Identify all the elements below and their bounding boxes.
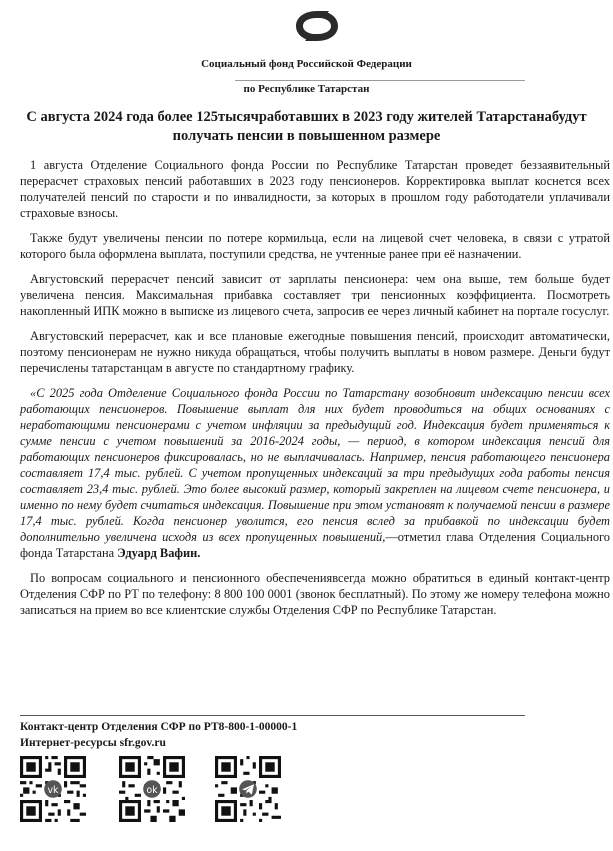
- svg-text:vk: vk: [47, 785, 59, 797]
- paragraph-contact-center: По вопросам социального и пенсионного обеспечениявсегда можно обратиться в единый контакт-центр Отделения СФР по РТ по телефону: 8 800 100 0001 (звонок бесплатный). По этому же номеру телефона можно записаться на прием во все клиентские службы Отделения СФР по Республике Татарстан.: [20, 571, 610, 617]
- header-divider: [235, 80, 525, 81]
- paragraph-ipk: Августовский перерасчет пенсий зависит от зарплаты пенсионера: чем она выше, тем больше будет увеличена пенсия. Максимальная прибавка составляет три пенсионных коэффициента. Посмотреть накопленный ИПК можно в выписке из лицевого счета, запросив ее через личный кабинет на портале госуслуг.: [20, 272, 610, 318]
- title-line-1: С августа 2024 года более 125тысячработавших в 2023 году жителей Татарстанабудут: [26, 109, 587, 125]
- article-body: [20, 157, 610, 627]
- quote-paragraph: [20, 385, 610, 561]
- paragraph-recalculation: 1 августа Отделение Социального фонда России по Республике Татарстан проведет беззаявительный перерасчет страховых пенсий работавших в 2023 году пенсионеров. Корректировка выплат коснется всех получателей пенсий по старости и по инвалидности, за которых в прошлом году работодатели уплачивали страховые взносы.: [20, 158, 610, 220]
- org-region: по Республике Татарстан: [243, 83, 370, 95]
- org-name: Социальный фонд Российской Федерации: [201, 58, 412, 70]
- quote-author: Эдуард Вафин.: [117, 546, 201, 560]
- paragraph-automatic: Августовский перерасчет, как и все плановые ежегодные повышения пенсий, происходит автоматически, поэтому пенсионерам не нужно никуда обращаться, чтобы получить выплаты в новом размере. Деньги будут перечислены татарстанцам в августе по стандартному графику.: [20, 329, 610, 375]
- paragraph-survivor-pension: Также будут увеличены пенсии по потере кормильца, если на лицевой счет человека, в связи с утратой которого была оформлена выплата, поступили средства, не учтенные ранее при её назначении.: [20, 231, 610, 261]
- footer-internet: Интернет-ресурсы sfr.gov.ru: [20, 737, 166, 749]
- sfr-logo-icon: [291, 8, 343, 44]
- footer-divider: [20, 715, 525, 716]
- qr-telegram-icon[interactable]: [215, 756, 281, 822]
- quote-attribution: —отметил глава Отделения Социального фонда Татарстана: [20, 530, 610, 560]
- qr-ok-icon[interactable]: [119, 756, 185, 822]
- svg-text:ok: ok: [146, 785, 158, 797]
- page-title: [0, 108, 613, 146]
- title-line-2: получать пенсии в повышенном размере: [172, 128, 441, 144]
- qr-vk-icon[interactable]: [20, 756, 86, 822]
- quote-text: «С 2025 года Отделение Социального фонда России по Татарстану возобновит индексацию пенсии всех работающих пенсионеров. Повышение выплат для них будет проводиться на общих основаниях с неработающими пенсионерами с учетом инфляции за предыдущий год. Индексация будет применяться к сумме пенсии с учетом повышений за 2016-2024 годы, — период, в котором индексация пенсий для работающих пенсионеров фиксировалась, но не выплачивалась. Например, пенсия работающего пенсионера составляет 17,4 тыс. рублей. С учетом пропущенных индексаций за три предыдущих года работы пенсия составляет 23,4 тыс. рублей. Это более высокий размер, который закреплен на лицевом счете пенсионера, и именно по нему будет считаться индексация. Повышение при этом установят к получаемой пенсии в размере 17,4 тыс. рублей. Когда пенсионер уволится, его пенсия вслед за прибавкой по индексации будет дополнительно увеличена исходя из всех пропущенных повышений,: [20, 386, 610, 544]
- footer-contact: Контакт-центр Отделения СФР по РТ8-800-1-00000-1: [20, 721, 298, 733]
